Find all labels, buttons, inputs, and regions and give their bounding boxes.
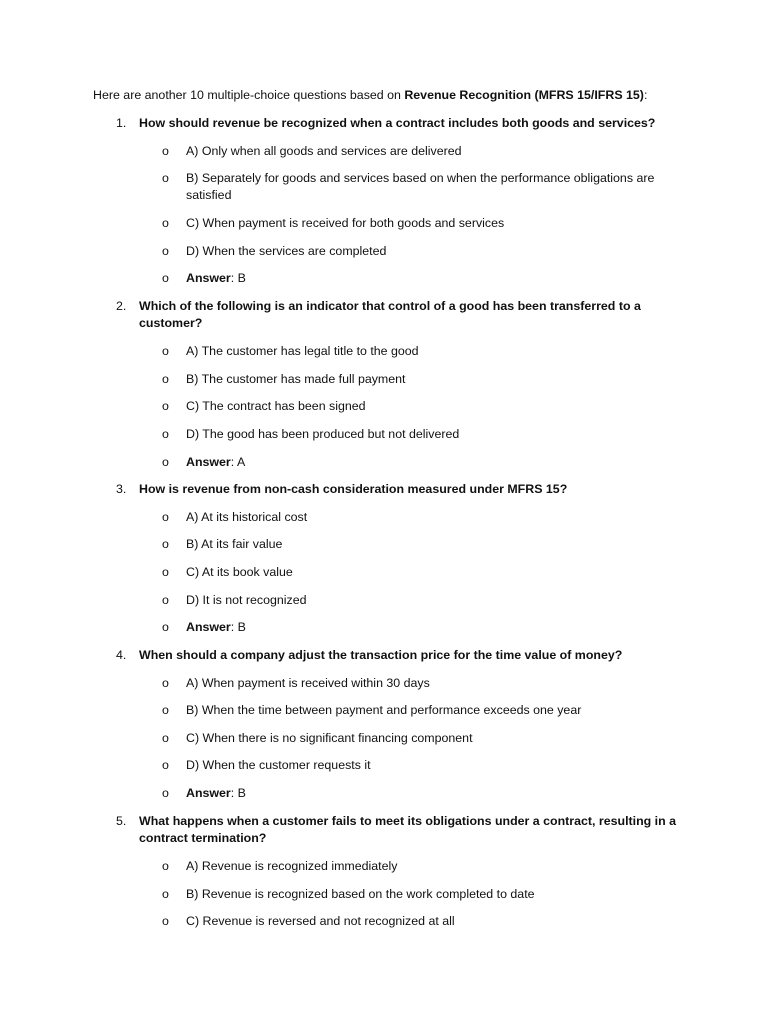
option-text: D) The good has been produced but not delivered (186, 427, 460, 441)
bullet-icon: o (162, 510, 169, 524)
option-text: A) Revenue is recognized immediately (186, 859, 398, 873)
question-number: 2. (116, 299, 127, 313)
question-text: When should a company adjust the transaction price for the time value of money? (139, 648, 623, 662)
question-number: 5. (116, 814, 127, 828)
question-text: How should revenue be recognized when a contract includes both goods and services? (139, 116, 656, 130)
bullet-icon: o (162, 271, 169, 285)
answer-value: : B (230, 786, 246, 800)
bullet-icon: o (162, 427, 169, 441)
bullet-icon: o (162, 887, 169, 901)
question-number: 4. (116, 648, 127, 662)
option-text: D) When the services are completed (186, 244, 387, 258)
intro-prefix: Here are another 10 multiple-choice questions based on (93, 88, 405, 102)
option-text: C) At its book value (186, 565, 293, 579)
option-text: B) At its fair value (186, 537, 283, 551)
intro-suffix: : (643, 88, 648, 102)
option-text: B) Revenue is recognized based on the work completed to date (186, 887, 535, 901)
option-text: A) At its historical cost (186, 510, 308, 524)
bullet-icon: o (162, 372, 169, 386)
bullet-icon: o (162, 758, 169, 772)
question-text: What happens when a customer fails to meet its obligations under a contract, resulting in a contract termination? (139, 814, 677, 845)
bullet-icon: o (162, 244, 169, 258)
bullet-icon: o (162, 593, 169, 607)
option-text: D) It is not recognized (186, 593, 307, 607)
option-text: B) The customer has made full payment (186, 372, 406, 386)
bullet-icon: o (162, 344, 169, 358)
option-text: C) The contract has been signed (186, 399, 366, 413)
intro-topic: Revenue Recognition (MFRS 15/IFRS 15) (404, 88, 644, 102)
bullet-icon: o (162, 676, 169, 690)
bullet-icon: o (162, 399, 169, 413)
bullet-icon: o (162, 171, 169, 185)
answer-label: Answer (186, 620, 231, 634)
answer-label: Answer (186, 786, 231, 800)
answer-label: Answer (186, 271, 231, 285)
bullet-icon: o (162, 703, 169, 717)
option-text: A) Only when all goods and services are delivered (186, 144, 462, 158)
option-text: A) The customer has legal title to the good (186, 344, 419, 358)
bullet-icon: o (162, 914, 169, 928)
question-number: 3. (116, 482, 127, 496)
question-number: 1. (116, 116, 127, 130)
bullet-icon: o (162, 144, 169, 158)
question-text: Which of the following is an indicator that control of a good has been transferred to a customer? (139, 299, 641, 330)
bullet-icon: o (162, 786, 169, 800)
answer-value: : B (230, 620, 246, 634)
bullet-icon: o (162, 859, 169, 873)
bullet-icon: o (162, 620, 169, 634)
answer-value: : A (230, 455, 246, 469)
answer-label: Answer (186, 455, 231, 469)
bullet-icon: o (162, 455, 169, 469)
option-text: A) When payment is received within 30 days (186, 676, 430, 690)
option-text: B) Separately for goods and services based on when the performance obligations are satisfied (186, 171, 655, 202)
bullet-icon: o (162, 216, 169, 230)
option-text: C) When payment is received for both goods and services (186, 216, 505, 230)
answer-value: : B (230, 271, 246, 285)
option-text: B) When the time between payment and performance exceeds one year (186, 703, 582, 717)
question-text: How is revenue from non-cash consideration measured under MFRS 15? (139, 482, 568, 496)
bullet-icon: o (162, 537, 169, 551)
bullet-icon: o (162, 565, 169, 579)
option-text: C) Revenue is reversed and not recognized at all (186, 914, 455, 928)
option-text: D) When the customer requests it (186, 758, 371, 772)
intro-paragraph (93, 87, 733, 104)
bullet-icon: o (162, 731, 169, 745)
option-text: C) When there is no significant financing component (186, 731, 473, 745)
